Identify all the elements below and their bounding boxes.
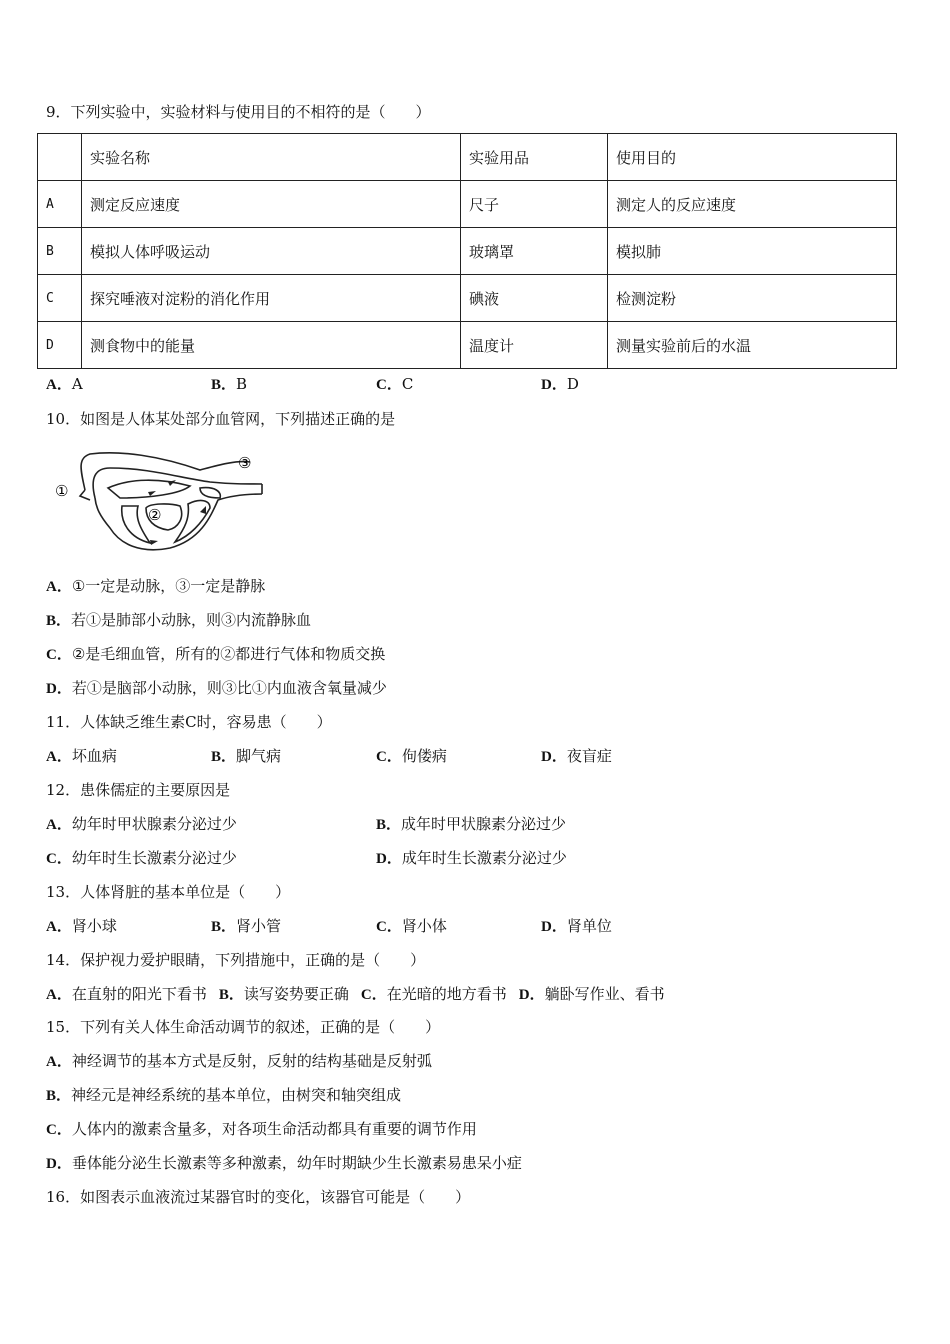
option-d[interactable]: D．成年时生长激素分泌过少 — [376, 849, 567, 867]
option-c[interactable]: C．在光暗的地方看书 — [360, 985, 507, 1003]
table-cell: 碘液 — [461, 275, 608, 322]
table-header-cell: 实验名称 — [82, 134, 461, 181]
option-b[interactable]: B．成年时甲状腺素分泌过少 — [376, 815, 567, 833]
table-cell: 测定反应速度 — [82, 181, 461, 228]
question-14-options — [46, 984, 665, 1005]
table-cell: 检测淀粉 — [608, 275, 897, 322]
question-11-options — [46, 746, 612, 767]
table-cell: 测定人的反应速度 — [608, 181, 897, 228]
table-row — [38, 322, 897, 369]
option-c[interactable]: C．肾小体 — [376, 917, 447, 935]
table-row — [38, 275, 897, 322]
table-cell: 探究唾液对淀粉的消化作用 — [82, 275, 461, 322]
question-10-stem: 10．如图是人体某处部分血管网，下列描述正确的是 — [46, 410, 396, 428]
option-d[interactable]: D．肾单位 — [541, 917, 612, 935]
table-cell: C — [38, 275, 82, 322]
table-cell: B — [38, 228, 82, 275]
question-9-stem: 9．下列实验中，实验材料与使用目的不相符的是（ ） — [46, 103, 431, 121]
label-1: ① — [55, 482, 69, 500]
option-c[interactable]: C．幼年时生长激素分泌过少 — [46, 849, 237, 867]
option-a[interactable]: A．在直射的阳光下看书 — [46, 985, 207, 1003]
option-b[interactable]: B．脚气病 — [211, 747, 282, 765]
table-row — [38, 181, 897, 228]
capillary-network-diagram — [50, 448, 270, 560]
table-header-row — [38, 134, 897, 181]
experiment-table — [37, 133, 897, 369]
option-a[interactable]: A．肾小球 — [46, 917, 117, 935]
table-cell: 测量实验前后的水温 — [608, 322, 897, 369]
option-c[interactable]: C．C — [376, 375, 414, 393]
option-a[interactable]: A．神经调节的基本方式是反射，反射的结构基础是反射弧 — [46, 1052, 432, 1070]
table-cell: 玻璃罩 — [461, 228, 608, 275]
question-13-options — [46, 916, 612, 937]
option-d[interactable]: D．夜盲症 — [541, 747, 612, 765]
option-c[interactable]: C．人体内的激素含量多，对各项生命活动都具有重要的调节作用 — [46, 1120, 477, 1138]
table-header-cell: 使用目的 — [608, 134, 897, 181]
question-12-options-row1 — [46, 814, 566, 835]
table-cell: A — [38, 181, 82, 228]
option-c[interactable]: C．佝偻病 — [376, 747, 447, 765]
option-a[interactable]: A．坏血病 — [46, 747, 117, 765]
label-3: ③ — [238, 454, 252, 472]
question-9-options — [46, 374, 579, 395]
table-cell: 模拟肺 — [608, 228, 897, 275]
option-c[interactable]: C．②是毛细血管，所有的②都进行气体和物质交换 — [46, 645, 386, 663]
option-a[interactable]: A．①一定是动脉，③一定是静脉 — [46, 577, 266, 595]
table-cell: 模拟人体呼吸运动 — [82, 228, 461, 275]
option-d[interactable]: D．躺卧写作业、看书 — [518, 985, 665, 1003]
question-14-stem: 14．保护视力爱护眼睛，下列措施中，正确的是（ ） — [46, 951, 426, 969]
option-d[interactable]: D．D — [541, 375, 579, 393]
question-12-stem: 12．患侏儒症的主要原因是 — [46, 781, 231, 799]
question-16-stem: 16．如图表示血液流过某器官时的变化，该器官可能是（ ） — [46, 1188, 471, 1206]
table-cell: 测食物中的能量 — [82, 322, 461, 369]
label-2: ② — [148, 506, 162, 524]
option-b[interactable]: B．若①是肺部小动脉，则③内流静脉血 — [46, 611, 312, 629]
option-a[interactable]: A．A — [46, 375, 83, 393]
table-header-cell — [38, 134, 82, 181]
table-cell: D — [38, 322, 82, 369]
table-cell: 温度计 — [461, 322, 608, 369]
question-13-stem: 13．人体肾脏的基本单位是（ ） — [46, 883, 291, 901]
option-b[interactable]: B．读写姿势要正确 — [218, 985, 349, 1003]
question-11-stem: 11．人体缺乏维生素C时，容易患（ ） — [46, 713, 332, 731]
option-b[interactable]: B．肾小管 — [211, 917, 282, 935]
table-cell: 尺子 — [461, 181, 608, 228]
option-b[interactable]: B．神经元是神经系统的基本单位，由树突和轴突组成 — [46, 1086, 402, 1104]
option-b[interactable]: B．B — [211, 375, 248, 393]
option-a[interactable]: A．幼年时甲状腺素分泌过少 — [46, 815, 237, 833]
option-d[interactable]: D．垂体能分泌生长激素等多种激素，幼年时期缺少生长激素易患呆小症 — [46, 1154, 522, 1172]
question-12-options-row2 — [46, 848, 567, 869]
option-d[interactable]: D．若①是脑部小动脉，则③比①内血液含氧量减少 — [46, 679, 387, 697]
table-row — [38, 228, 897, 275]
table-header-cell: 实验用品 — [461, 134, 608, 181]
question-15-stem: 15．下列有关人体生命活动调节的叙述，正确的是（ ） — [46, 1018, 441, 1036]
